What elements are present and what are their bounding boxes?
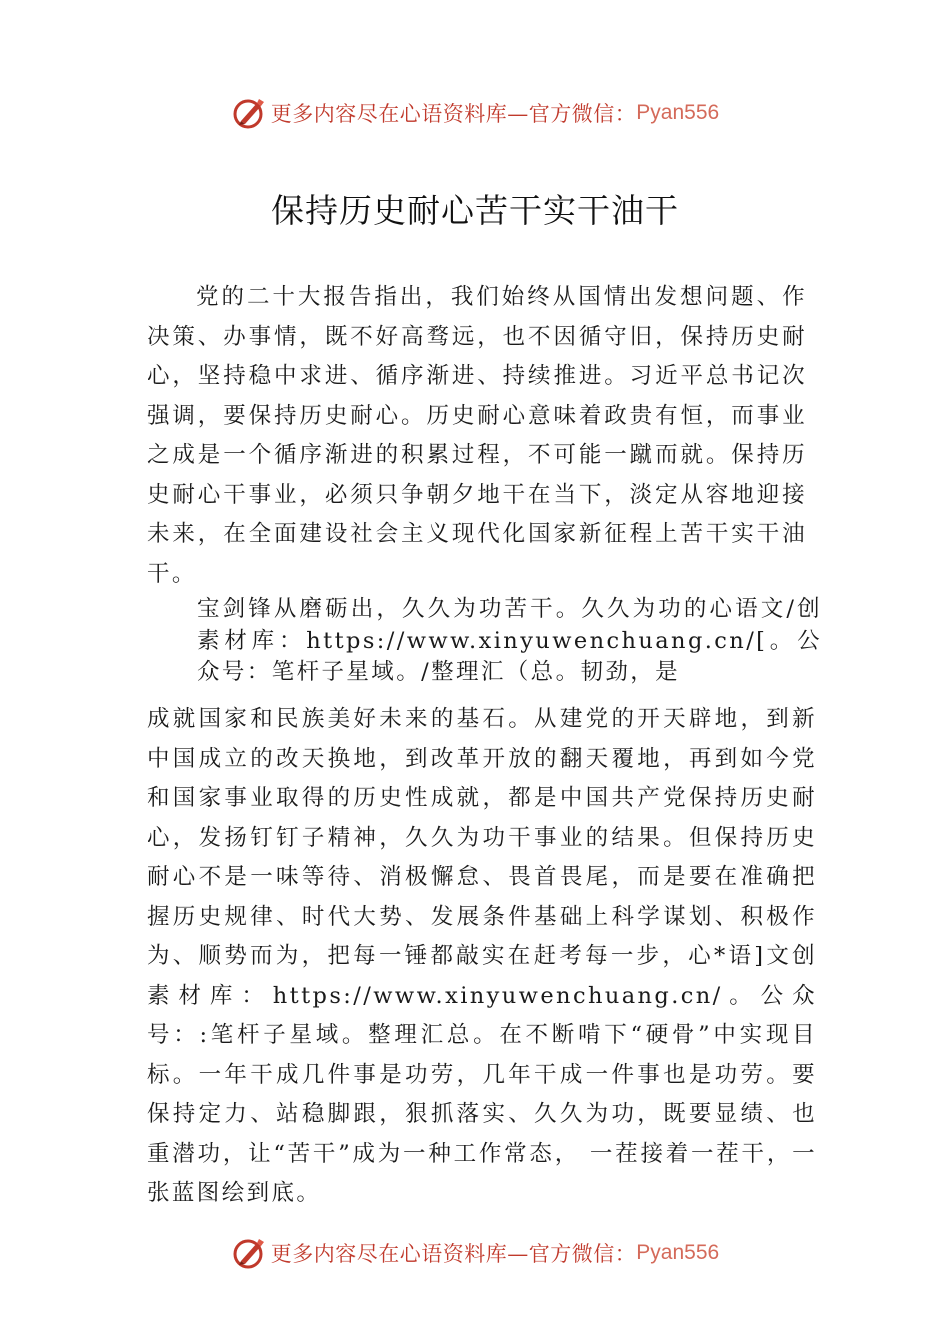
pen-logo-icon bbox=[231, 95, 267, 131]
document-title: 保持历史耐心苦干实干油干 bbox=[271, 191, 679, 230]
watermark-text: 更多内容尽在心语资料库—官方微信： bbox=[270, 1242, 637, 1266]
paragraph-3: 成就国家和民族美好未来的基石。从建党的开天辟地，到新中国成立的改天换地，到改革开放的翻天覆地，再到如今党和国家事业取得的历史性成就，都是中国共产党保持历史耐心，发扬钉钉子精神，久久为功干事业的结果。但保持历史耐心不是一味等待、消极懈怠、畏首畏尾，而是要在准确把握历史规律、时代大势、发展条件基础上科学谋划、积极作为、顺势而为，把每一锤都敲实在赶考每一步，心*语]文创素材库：https://www.xinyuwenchuang.cn/。公众号：:笔杆子星域。整理汇总。在不断啃下“硬骨”中实现目标。一年干成几件事是功劳，几年干成一件事也是功劳。要保持定力、站稳脚跟，狠抓落实、久久为功，既要显绩、也重潜功，让“苦干”成为一种工作常态， 一茬接着一茬干，一张蓝图绘到底。 bbox=[147, 706, 817, 1206]
paragraph-1: 党的二十大报告指出，我们始终从国情出发想问题、作决策、办事情，既不好高骛远，也不因循守旧，保持历史耐心，坚持稳中求进、循序渐进、持续推进。习近平总书记次强调，要保持历史耐心。历史耐心意味着政贵有恒，而事业之成是一个循序渐进的积累过程，不可能一蹴而就。保持历史耐心干事业，必须只争朝夕地干在当下，淡定从容地迎接未来，在全面建设社会主义现代化国家新征程上苦干实干油干。 bbox=[147, 284, 807, 587]
watermark-wechat-id: Pyan556 bbox=[636, 101, 720, 124]
paragraph-2: 宝剑锋从磨砺出，久久为功苦干。久久为功的心语文/创素材库：https://www.xinyuwenchuang.cn/[。公众号：笔杆子星域。/整理汇（总。韧劲，是 bbox=[197, 596, 822, 685]
watermark-wechat-id: Pyan556 bbox=[636, 1241, 720, 1264]
pen-logo-icon bbox=[231, 1235, 267, 1271]
watermark-text: 更多内容尽在心语资料库—官方微信： bbox=[270, 102, 637, 126]
watermark-banner-top bbox=[0, 88, 950, 138]
watermark-banner-bottom bbox=[0, 1228, 950, 1278]
